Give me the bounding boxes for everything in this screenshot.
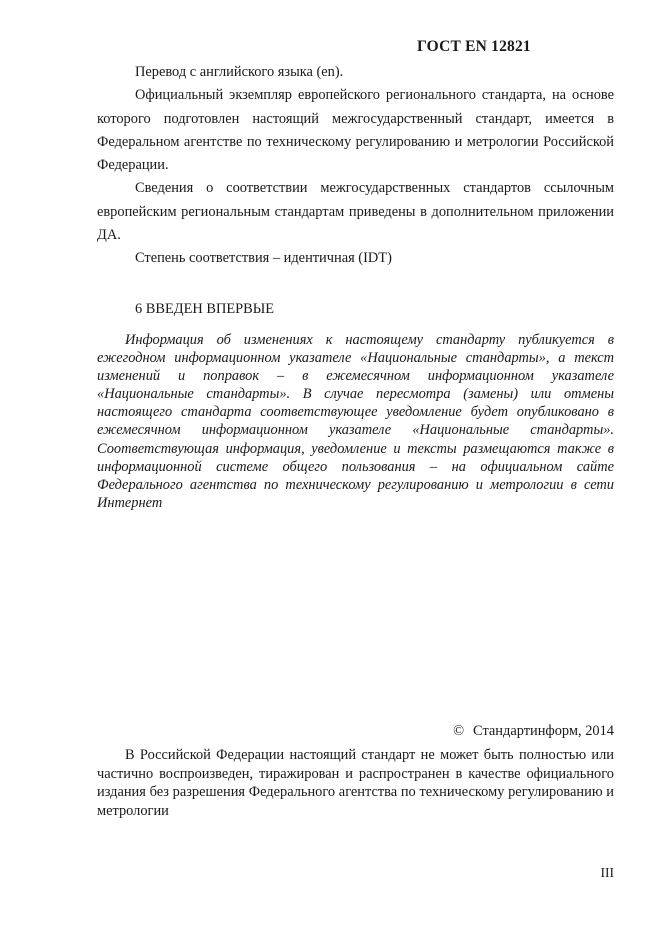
copyright-line [453, 723, 614, 740]
amendments-info-paragraph: Информация об изменениях к настоящему стандарту публикуется в ежегодном информационном указателе «Национальные стандарты», а текст изменений и поправок – в ежемесячном информационном указателе «Национальные стандарты». В случае пересмотра (замены) или отмены настоящего стандарта соответствующее уведомление будет опубликовано в ежемесячном информационном указателе «Национальные стандарты». Соответствующая информация, уведомление и тексты размещаются также в информационной системе общего пользования – на официальном сайте Федерального агентства по техническому регулированию и метрологии в сети Интернет [97, 332, 614, 511]
section-6-title: 6 ВВЕДЕН ВПЕРВЫЕ [135, 301, 275, 317]
copyright-holder: Стандартинформ, 2014 [473, 723, 614, 739]
standard-code: ГОСТ EN 12821 [417, 38, 531, 55]
copyright-symbol: © [453, 723, 465, 739]
reproduction-rights-block [97, 746, 614, 821]
reproduction-rights-paragraph: В Российской Федерации настоящий стандарт не может быть полностью или частично воспроизведен, тиражирован и распространен в качестве официального издания без разрешения Федерального агентства по техническому регулированию и метрологии [97, 747, 614, 820]
official-copy-paragraph: Официальный экземпляр европейского регионального стандарта, на основе которого подготовлен настоящий межгосударственный стандарт, имеется в Федеральном агентстве по техническому регулированию и метрологии Российской Федерации. [97, 87, 614, 174]
amendments-info-block [97, 331, 614, 512]
page-number: III [600, 865, 614, 880]
translation-note: Перевод с английского языка (en). [135, 64, 344, 80]
conformity-degree: Степень соответствия – идентичная (IDT) [135, 250, 392, 267]
preface-block [97, 61, 614, 271]
conformity-info-paragraph: Сведения о соответствии межгосударственных стандартов ссылочным европейским региональным стандартам приведены в дополнительном приложении ДА. [97, 180, 614, 244]
